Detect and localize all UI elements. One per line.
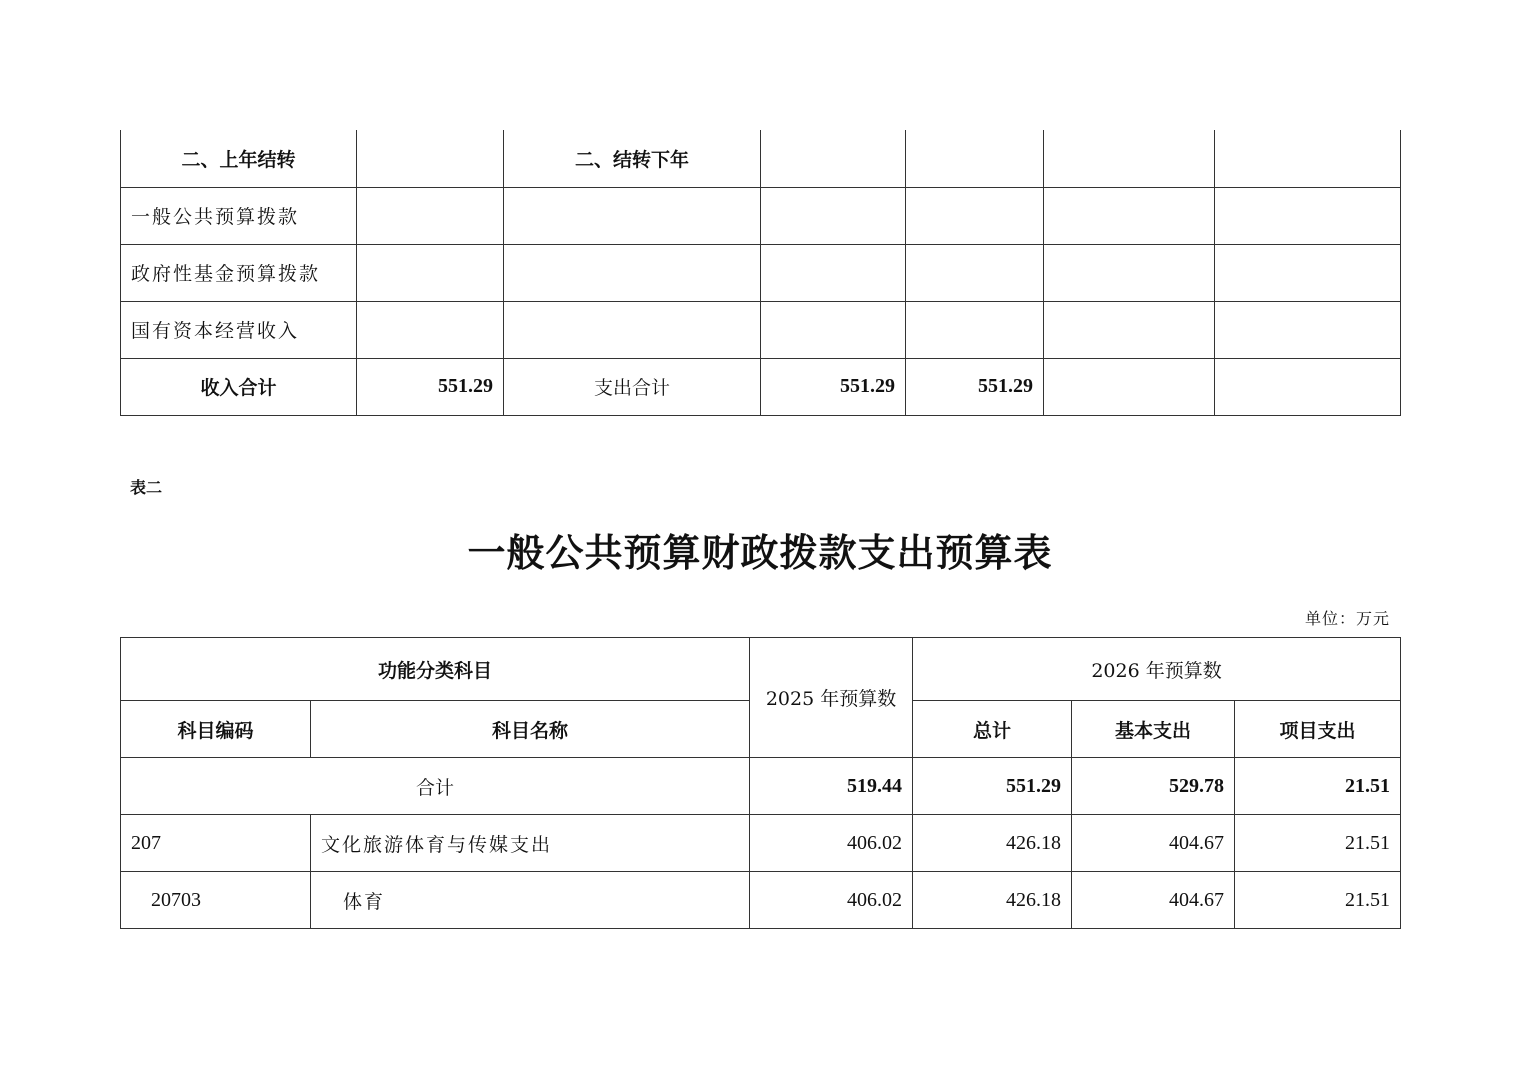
income-total-value: 551.29 bbox=[357, 358, 504, 415]
total-basic: 529.78 bbox=[1072, 758, 1235, 815]
table-cell bbox=[906, 187, 1044, 244]
unit-label: 单位：万元 bbox=[1304, 609, 1390, 628]
row-label: 国有资本经营收入 bbox=[121, 301, 357, 358]
expense-amount-cell bbox=[761, 244, 906, 301]
table-cell bbox=[906, 244, 1044, 301]
table-cell bbox=[1044, 130, 1215, 187]
row-label: 一般公共预算拨款 bbox=[121, 187, 357, 244]
row-label: 政府性基金预算拨款 bbox=[121, 244, 357, 301]
table-row bbox=[121, 187, 1401, 244]
table-cell bbox=[1215, 187, 1401, 244]
value-basic: 404.67 bbox=[1072, 815, 1235, 872]
expense-label bbox=[504, 244, 761, 301]
table-label: 表二 bbox=[130, 478, 163, 497]
header-row bbox=[121, 638, 1401, 701]
table-cell bbox=[1044, 358, 1215, 415]
expense-total-label: 支出合计 bbox=[504, 358, 761, 415]
value-2025: 406.02 bbox=[750, 815, 913, 872]
subject-name: 文化旅游体育与传媒支出 bbox=[311, 815, 750, 872]
table-cell bbox=[1215, 244, 1401, 301]
expense-total-value: 551.29 bbox=[761, 358, 906, 415]
subject-code: 20703 bbox=[121, 872, 311, 929]
subject-name: 体育 bbox=[311, 872, 750, 929]
table-row bbox=[121, 815, 1401, 872]
expense-amount-cell bbox=[761, 301, 906, 358]
header-functional-classification: 功能分类科目 bbox=[121, 638, 750, 701]
table-cell bbox=[1215, 301, 1401, 358]
header-project: 项目支出 bbox=[1235, 701, 1401, 758]
table-cell bbox=[1215, 358, 1401, 415]
table-cell bbox=[1044, 244, 1215, 301]
header-basic: 基本支出 bbox=[1072, 701, 1235, 758]
income-amount-cell bbox=[357, 130, 504, 187]
table-row bbox=[121, 130, 1401, 187]
income-total-label: 收入合计 bbox=[121, 358, 357, 415]
value-total: 426.18 bbox=[913, 872, 1072, 929]
table-cell bbox=[906, 130, 1044, 187]
subject-code: 207 bbox=[121, 815, 311, 872]
total-label: 合计 bbox=[121, 758, 750, 815]
row-label: 二、上年结转 bbox=[121, 130, 357, 187]
header-total: 总计 bbox=[913, 701, 1072, 758]
table-cell bbox=[906, 301, 1044, 358]
expense-total-value-2: 551.29 bbox=[906, 358, 1044, 415]
income-expense-summary-table bbox=[120, 130, 1401, 416]
table-row-total bbox=[121, 758, 1401, 815]
header-name: 科目名称 bbox=[311, 701, 750, 758]
expense-label: 二、结转下年 bbox=[504, 130, 761, 187]
header-2026-budget: 2026 年预算数 bbox=[913, 638, 1401, 701]
total-project: 21.51 bbox=[1235, 758, 1401, 815]
expenditure-budget-table bbox=[120, 637, 1401, 929]
expense-amount-cell bbox=[761, 187, 906, 244]
income-amount-cell bbox=[357, 301, 504, 358]
value-2025: 406.02 bbox=[750, 872, 913, 929]
total-2025: 519.44 bbox=[750, 758, 913, 815]
total-2026: 551.29 bbox=[913, 758, 1072, 815]
header-2025-budget: 2025 年预算数 bbox=[750, 638, 913, 758]
table-row bbox=[121, 244, 1401, 301]
expense-label bbox=[504, 301, 761, 358]
value-project: 21.51 bbox=[1235, 872, 1401, 929]
expense-label bbox=[504, 187, 761, 244]
value-total: 426.18 bbox=[913, 815, 1072, 872]
income-amount-cell bbox=[357, 187, 504, 244]
page-title: 一般公共预算财政拨款支出预算表 bbox=[467, 530, 1053, 575]
table-row bbox=[121, 301, 1401, 358]
income-amount-cell bbox=[357, 244, 504, 301]
table-row-total bbox=[121, 358, 1401, 415]
value-project: 21.51 bbox=[1235, 815, 1401, 872]
table-cell bbox=[1215, 130, 1401, 187]
header-code: 科目编码 bbox=[121, 701, 311, 758]
value-basic: 404.67 bbox=[1072, 872, 1235, 929]
table-cell bbox=[1044, 301, 1215, 358]
table-cell bbox=[1044, 187, 1215, 244]
expense-amount-cell bbox=[761, 130, 906, 187]
table-row bbox=[121, 872, 1401, 929]
